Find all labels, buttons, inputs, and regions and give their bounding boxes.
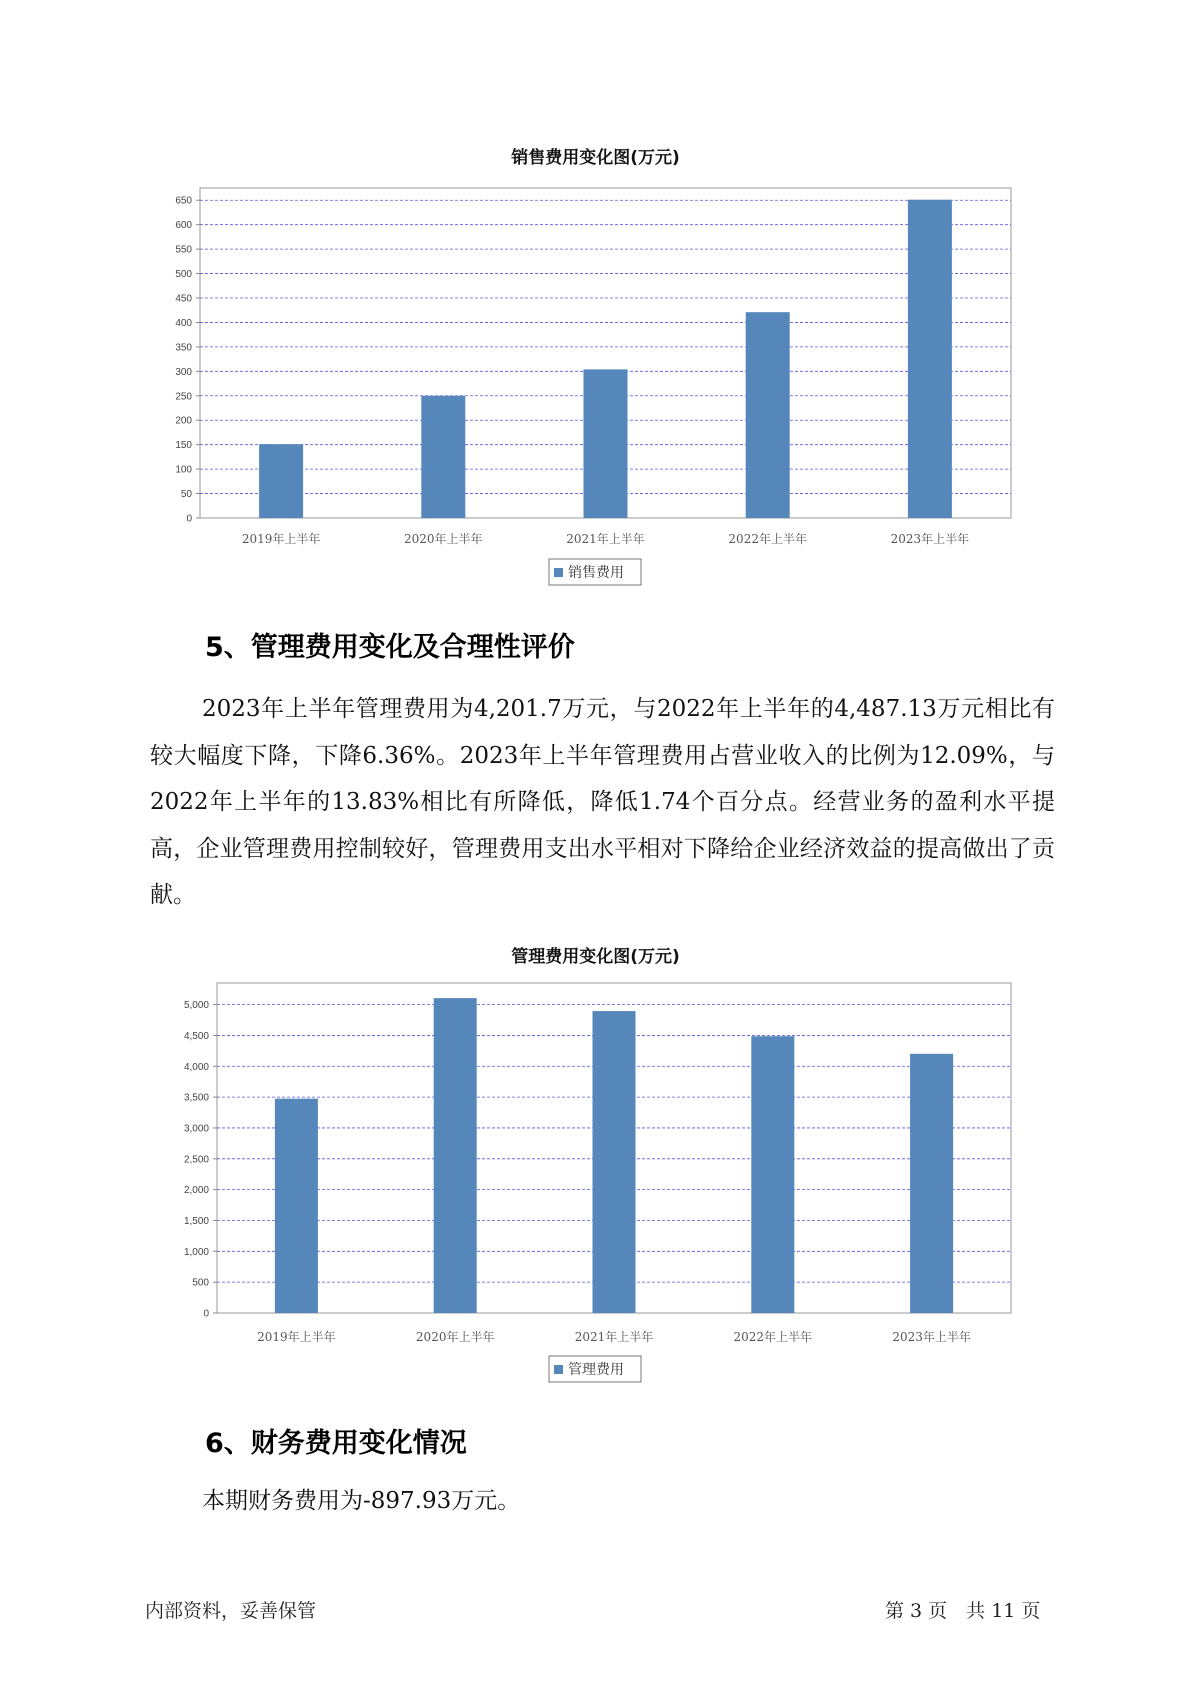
y-tick-label: 150 [175, 440, 192, 452]
section-5-paragraph: 2023年上半年管理费用为4,201.7万元，与2022年上半年的4,487.13万元相比有较大幅度下降，下降6.36%。2023年上半年管理费用占营业收入的比例为12.09%，与2022年上半年的13.83%相比有所降低，降低1.74个百分点。经营业务的盈利水平提高，企业管理费用控制较好，管理费用支出水平相对下降给企业经济效益的提高做出了贡献。 [150, 696, 1055, 908]
x-category-label: 2023年上半年 [890, 532, 970, 546]
y-tick-label: 300 [175, 366, 192, 378]
y-tick-label: 5,000 [183, 1000, 209, 1012]
bar [910, 1054, 953, 1313]
admin-chart-title: 管理费用变化图(万元) [511, 947, 680, 967]
y-tick-label: 0 [203, 1308, 209, 1320]
y-tick-label: 1,500 [183, 1215, 209, 1227]
y-tick-label: 2,000 [183, 1185, 209, 1197]
y-tick-label: 3,000 [183, 1123, 209, 1135]
x-category-label: 2021年上半年 [574, 1330, 654, 1344]
sales-chart-title: 销售费用变化图(万元) [511, 148, 680, 168]
y-tick-label: 650 [175, 195, 192, 207]
x-category-label: 2019年上半年 [257, 1330, 336, 1344]
legend-label: 销售费用 [568, 565, 624, 581]
y-tick-label: 600 [175, 220, 192, 232]
y-tick-label: 250 [175, 391, 192, 403]
y-tick-label: 50 [180, 489, 192, 501]
y-tick-label: 400 [175, 317, 192, 329]
y-tick-label: 4,500 [183, 1030, 209, 1042]
bar [275, 1099, 318, 1313]
y-tick-label: 500 [192, 1277, 209, 1289]
y-tick-label: 4,000 [183, 1061, 209, 1073]
section-6-paragraph: 本期财务费用为-897.93万元。 [202, 1488, 521, 1514]
footer-page-number: 第 3 页 共 11 页 [885, 1600, 1041, 1622]
bar [434, 998, 477, 1313]
y-tick-label: 550 [175, 244, 192, 256]
y-tick-label: 1,000 [183, 1246, 209, 1258]
legend-swatch [554, 1365, 563, 1374]
x-category-label: 2021年上半年 [566, 532, 645, 546]
x-category-label: 2020年上半年 [404, 532, 483, 546]
y-tick-label: 350 [175, 342, 192, 354]
footer-confidential-note: 内部资料，妥善保管 [145, 1600, 317, 1622]
bar [751, 1036, 794, 1313]
y-tick-label: 450 [175, 293, 192, 305]
x-category-label: 2022年上半年 [728, 532, 807, 546]
y-tick-label: 0 [186, 513, 192, 525]
y-tick-label: 200 [175, 415, 192, 427]
y-tick-label: 3,500 [183, 1092, 209, 1104]
section-6-heading: 6、财务费用变化情况 [205, 1428, 467, 1459]
x-category-label: 2019年上半年 [241, 532, 321, 546]
legend-label: 管理费用 [568, 1362, 624, 1378]
x-category-label: 2022年上半年 [733, 1330, 813, 1344]
y-tick-label: 500 [175, 269, 192, 281]
bar [593, 1011, 636, 1313]
x-category-label: 2023年上半年 [892, 1330, 971, 1344]
y-tick-label: 100 [175, 464, 192, 476]
section-5-heading: 5、管理费用变化及合理性评价 [205, 632, 575, 663]
y-tick-label: 2,500 [183, 1154, 209, 1166]
x-category-label: 2020年上半年 [415, 1330, 495, 1344]
